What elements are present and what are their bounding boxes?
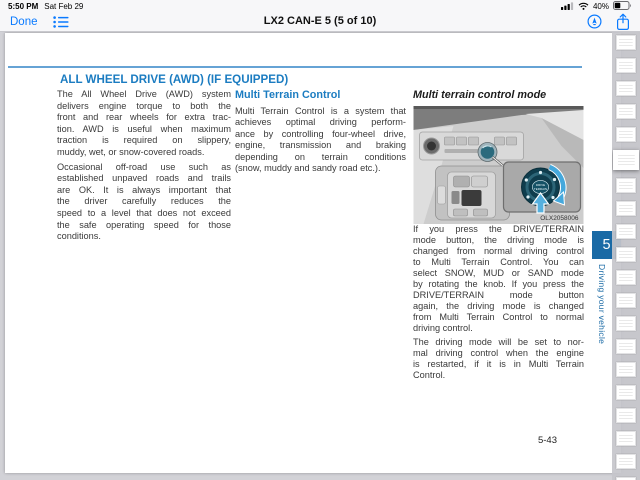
battery-percent: 40% [592, 2, 609, 11]
drive-terrain-paragraph-2: The driving mode will be set to nor- mal driving control when the engine is restarted, if it is in Multi Terrain Control. [413, 337, 584, 380]
column-2 [235, 89, 406, 174]
console-figure [413, 106, 584, 224]
share-icon[interactable] [616, 13, 630, 31]
page-thumbnail[interactable] [616, 35, 636, 50]
column-3 [413, 89, 584, 381]
header-rule [8, 66, 582, 68]
page-thumbnail[interactable] [616, 270, 636, 285]
column-1 [57, 89, 231, 243]
contents-list-icon[interactable] [53, 16, 69, 28]
page-thumbnail[interactable] [616, 339, 636, 354]
page-thumbnail[interactable] [616, 316, 636, 331]
pdf-toolbar [0, 12, 640, 31]
thumbnail-strip[interactable] [612, 31, 640, 480]
section-heading: ALL WHEEL DRIVE (AWD) (IF EQUIPPED) [60, 73, 289, 86]
page-number: 5-43 [537, 435, 557, 446]
figure-label: OLX2058006 [540, 215, 579, 222]
page-thumbnail[interactable] [616, 81, 636, 96]
page-thumbnail-selected[interactable] [613, 150, 639, 170]
page-thumbnail[interactable] [616, 431, 636, 446]
document-title: LX2 CAN-E 5 (5 of 10) [263, 15, 377, 27]
page-thumbnail[interactable] [616, 408, 636, 423]
drive-terrain-paragraph-1: If you press the DRIVE/TERRAIN mode button, the driving mode is changed from normal driving control to Multi Terrain Control. You can select SNOW, MUD or SAND mode by rotating the knob. If you press the DRIVE/TERRAIN mode button again, the driving mode is changed from Multi Terrain Control to normal driving control. [413, 224, 584, 333]
page-thumbnail[interactable] [616, 127, 636, 142]
page-thumbnail[interactable] [616, 454, 636, 469]
cellular-signal-icon [561, 2, 574, 12]
done-button[interactable]: Done [10, 15, 38, 28]
clock-time: 5:50 PM [8, 2, 39, 11]
chapter-label: Driving your vehicle [597, 264, 607, 345]
awd-paragraph-2: Occasional off-road use such as established unpaved roads and trails are OK. It is always important that the driver carefully reduces the speed to a level that does not exceed the safe operating speed for those conditions. [57, 161, 231, 242]
clock-date: Sat Feb 29 [44, 2, 84, 11]
mtc-paragraph: Multi Terrain Control is a system that achieves optimal driving perform- ance by controlling four-wheel drive, engine, transmission and braking depending on terrain conditions (snow, muddy and sandy road etc.). [235, 106, 406, 174]
battery-icon [613, 1, 632, 12]
page-thumbnail[interactable] [616, 385, 636, 400]
page-thumbnail[interactable] [616, 293, 636, 308]
dial-label-line1: DRIVE [535, 183, 546, 187]
figure-heading: Multi terrain control mode [413, 89, 547, 101]
pdf-page [5, 33, 621, 473]
dial-label-line2: TERRAIN [533, 187, 548, 191]
page-thumbnail[interactable] [616, 201, 636, 216]
page-thumbnail[interactable] [616, 362, 636, 377]
header [0, 0, 640, 32]
wifi-icon [578, 2, 589, 12]
page-thumbnail[interactable] [616, 247, 636, 262]
markup-icon[interactable] [587, 14, 602, 29]
awd-paragraph-1: The All Wheel Drive (AWD) system delivers engine torque to both the front and rear wheels for extra trac- tion. AWD is useful when maximum traction is required on slippery, muddy, wet, or snow-covered roads. [57, 89, 231, 157]
page-thumbnail[interactable] [616, 58, 636, 73]
page-thumbnail[interactable] [616, 224, 636, 239]
page-thumbnail[interactable] [616, 178, 636, 193]
subsection-heading: Multi Terrain Control [235, 89, 341, 101]
chapter-tab: 5 [592, 231, 621, 259]
page-thumbnail[interactable] [616, 104, 636, 119]
